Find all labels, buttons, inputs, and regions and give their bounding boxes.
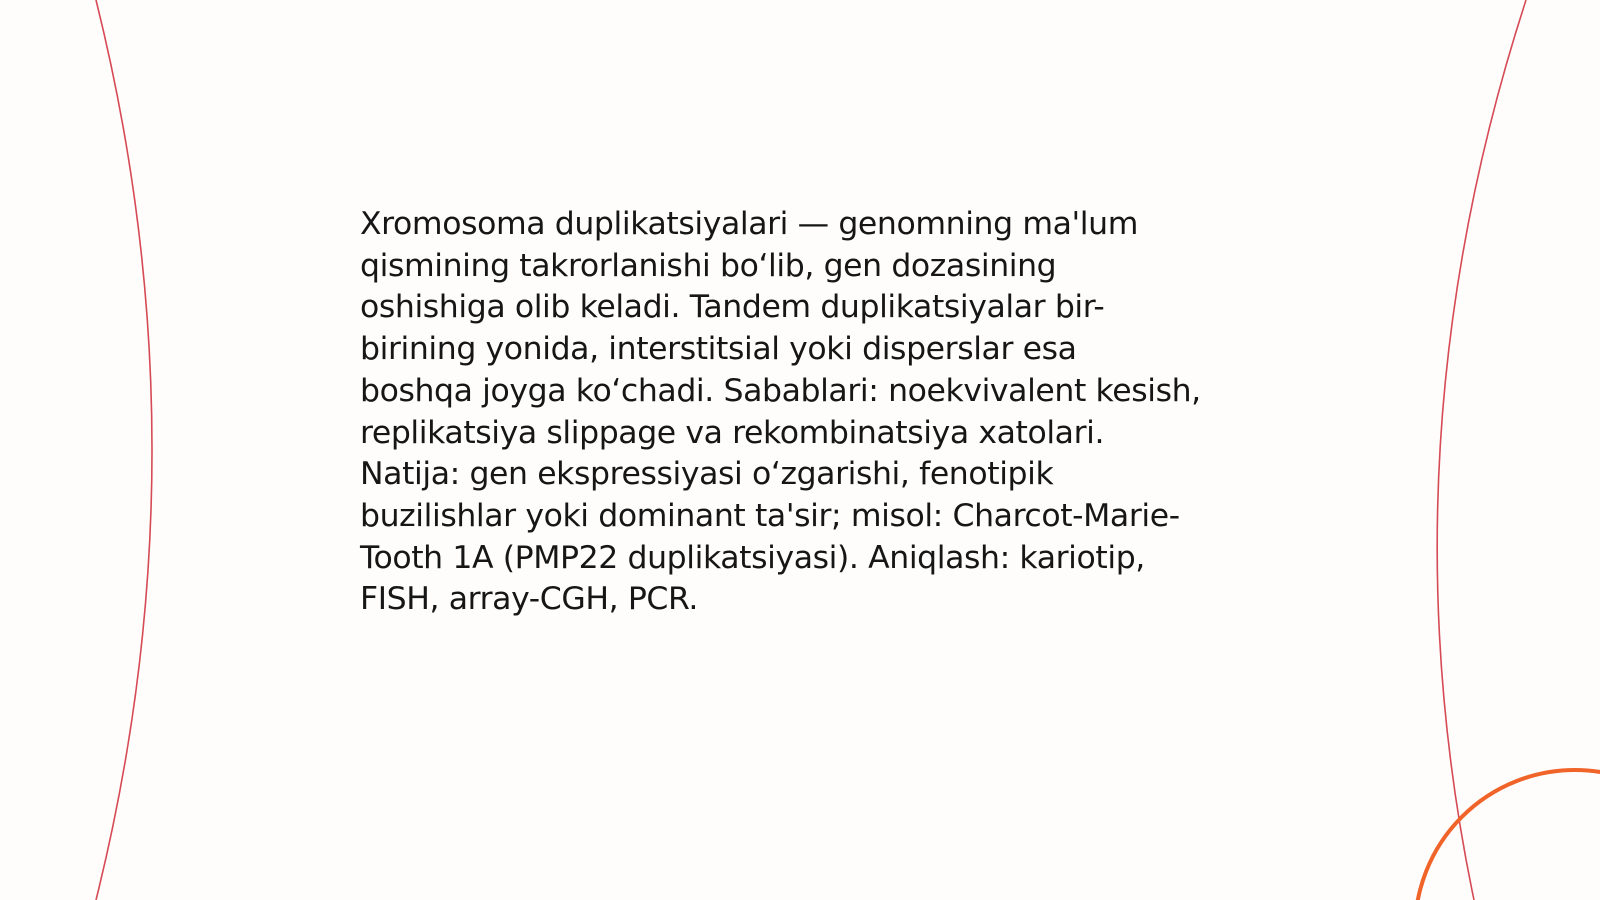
text-line: FISH, array-CGH, PCR. bbox=[360, 581, 699, 618]
text-line: Xromosoma duplikatsiyalari — genomning ma'lum bbox=[360, 206, 1138, 242]
text-line: qismining takrorlanishi bo‘lib, gen dozasining bbox=[360, 247, 1057, 284]
text-line: Natija: gen ekspressiyasi o‘zgarishi, fenotipik bbox=[360, 456, 1054, 493]
text-line: boshqa joyga ko‘chadi. Sabablari: noekvivalent kesish, bbox=[360, 372, 1201, 409]
slide-body-text bbox=[360, 204, 1240, 621]
orange-arc bbox=[1415, 770, 1600, 900]
text-line: oshishiga olib keladi. Tandem duplikatsiyalar bir- bbox=[360, 289, 1105, 326]
text-line: birining yonida, interstitsial yoki disperslar esa bbox=[360, 331, 1077, 368]
left-curved-line bbox=[96, 0, 152, 900]
text-line: buzilishlar yoki dominant ta'sir; misol: Charcot-Marie- bbox=[360, 497, 1180, 534]
text-line: Tooth 1A (PMP22 duplikatsiyasi). Aniqlash: kariotip, bbox=[360, 539, 1145, 576]
right-curved-line bbox=[1437, 0, 1526, 900]
text-line: replikatsiya slippage va rekombinatsiya xatolari. bbox=[360, 414, 1105, 451]
